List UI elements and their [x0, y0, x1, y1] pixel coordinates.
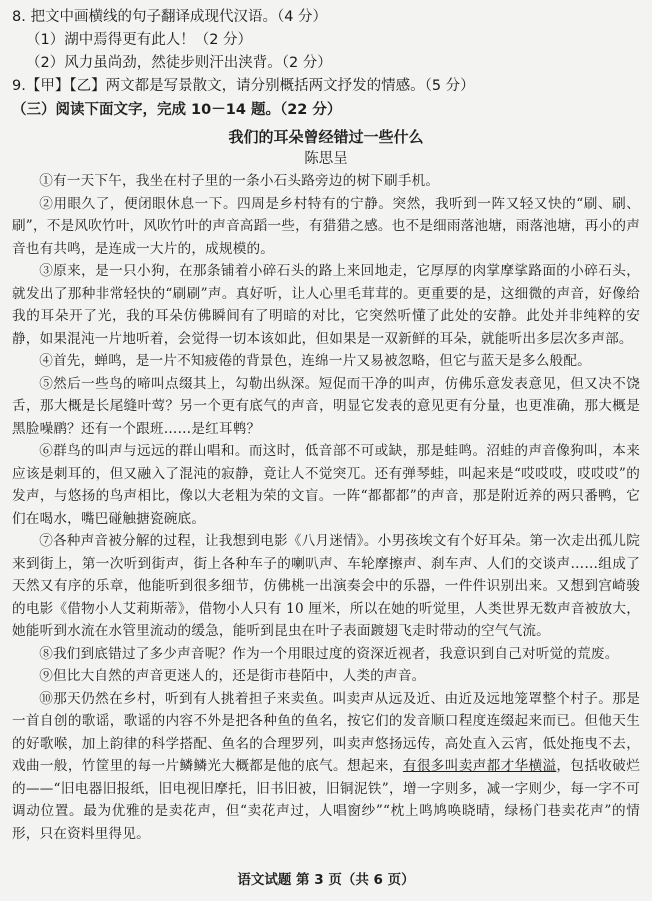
paragraph-8: ⑧我们到底错过了多少声音呢？作为一个用眼过度的资深近视者，我意识到自己对听觉的荒废。	[39, 645, 619, 662]
paragraph-3: ③原来，是一只小狗，在那条铺着小碎石头的路上来回地走，它厚厚的肉掌摩挲路面的小碎石头，就发出了那种非常轻快的“刷刷”声。真好听，让人心里毛茸茸的。更重要的是，这细微的声音，好像给我的耳朵开了光，我的耳朵仿佛瞬间有了明暗的对比，它突然听懂了此处的安静。此处并非纯粹的安静，如果混沌一片地听着，会觉得一切本该如此，但如果是一双新鲜的耳朵，就能听出多层次多声部。	[12, 263, 640, 347]
page-footer: 语文试题 第 3 页（共 6 页）	[237, 872, 415, 888]
paragraph-4: ④首先，蝉鸣，是一片不知疲倦的背景色，连绵一片又易被忽略，但它与蓝天是多么般配。	[39, 353, 591, 369]
paragraph-5: ⑤然后一些鸟的啼叫点缀其上，勾勒出纵深。短促而干净的叫声，仿佛乐意发表意见，但又决不饶舌，那大概是长尾缝叶莺？另一个更有底气的声音，明显它发表的意见更有分量，也更准确，那大概是黑脸噪鹛？还有一个跟班……是红耳鹎？	[12, 375, 640, 437]
question-8-1: （1）湖中焉得更有此人！（2 分）	[26, 32, 253, 48]
question-8: 8. 把文中画横线的句子翻译成现代汉语。（4 分）	[12, 9, 328, 25]
section-heading: （三）阅读下面文字，完成 10－14 题。（22 分）	[12, 102, 342, 118]
paragraph-6: ⑥群鸟的叫声与远远的群山唱和。而这时，低音部不可或缺，那是蛙鸣。沼蛙的声音像狗叫，本来应该是刺耳的，但又融入了混沌的寂静，竟让人不觉突兀。还有弹琴蛙，叫起来是“哎哎哎，哎哎哎”的发声，与悠扬的鸟声相比，像以大老粗为荣的文盲。一阵“都都都”的声音，那是附近养的两只番鸭，它们在喝水，嘴巴碰触搪瓷碗底。	[12, 443, 640, 527]
paragraph-1: ①有一天下午，我坐在村子里的一条小石头路旁边的树下刷手机。	[39, 173, 440, 189]
article-body	[12, 170, 640, 845]
question-9: 9.【甲】【乙】两文都是写景散文，请分别概括两文抒发的情感。（5 分）	[12, 78, 475, 94]
question-8-2: （2）风力虽尚劲，然徒步则汗出浃背。（2 分）	[26, 55, 332, 71]
underlined-sentence: 有很多叫卖声都才华横溢	[402, 758, 557, 774]
paragraph-9: ⑨但比大自然的声音更迷人的，还是街市巷陌中，人类的声音。	[39, 668, 426, 684]
paragraph-10	[12, 688, 640, 846]
article-author: 陈思呈	[304, 151, 348, 167]
paragraph-7: ⑦各种声音被分解的过程，让我想到电影《八月迷情》。小男孩埃文有个好耳朵。第一次走出孤儿院来到街上，第一次听到街声，街上各种车子的喇叭声、车轮摩擦声、刹车声、人们的交谈声……组成了天然又有序的乐章，他能听到很多细节，仿佛桃一出演奏会中的乐器，一件件识别出来。又想到宫崎骏的电影《借物小人艾莉斯蒂》，借物小人只有 10 厘米，所以在她的听觉里，人类世界无数声音被放大，她能听到水流在水管里流动的缓急，能听到昆虫在叶子表面踱翅飞走时带动的空气气流。	[12, 533, 640, 639]
paragraph-10-part-b: ，包括收破烂的——“旧电器旧报纸，旧电视旧摩托，旧书旧被，旧铜泥铁”，增一字则多，减一字则少，每一字不可调动位置。最为优雅的是卖花声，但“卖花声过，人唱窗纱”“枕上鸣鸠唤晓晴，绿杨门巷卖花声”的情形，只在资料里得见。	[12, 758, 640, 842]
paragraph-10-part-a: ⑩那天仍然在乡村，听到有人挑着担子来卖鱼。叫卖声从远及近、由近及远地笼罩整个村子。那是一首自创的歌谣，歌谣的内容不外是把各种鱼的鱼名，按它们的发音顺口程度连缀起来而已。但他天生的好歌喉，加上韵律的科学搭配、鱼名的合理罗列，叫卖声悠扬远传，高处直入云宵，低处拖曳不去，戏曲一般，竹筐里的每一片鳞鳞光大概都是他的底气。想起来，	[12, 690, 640, 774]
article-title: 我们的耳朵曾经错过一些什么	[228, 128, 424, 146]
paragraph-2: ②用眼久了，便闭眼休息一下。四周是乡村特有的宁静。突然，我听到一阵又轻又快的“刷、刷、刷”，不是风吹竹叶，风吹竹叶的声音高蹈一些，有猎猎之感。也不是细雨落池塘，雨落池塘，再小的声音也有共鸣，是连成一大片的，成规模的。	[12, 195, 640, 257]
